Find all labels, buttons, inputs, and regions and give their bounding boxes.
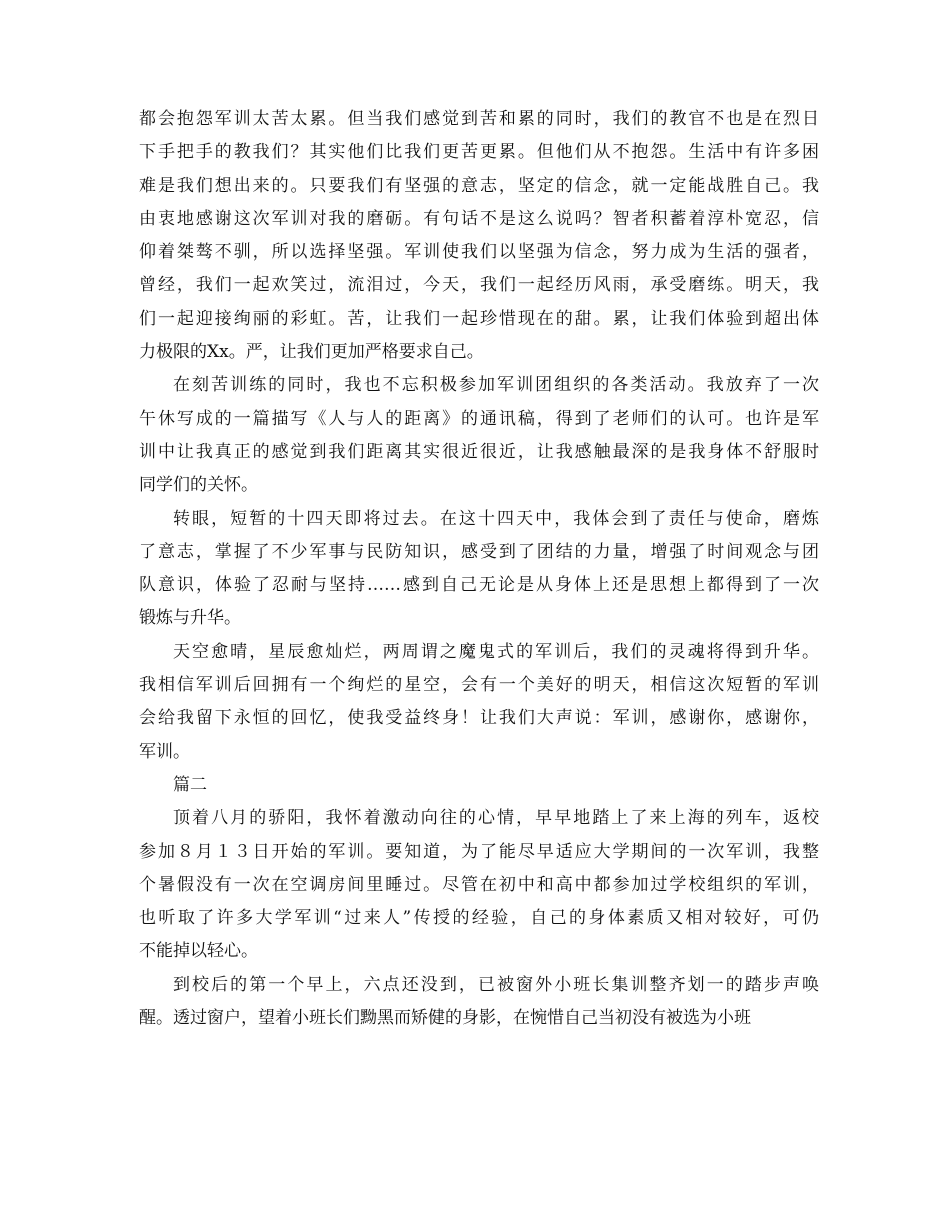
text-line: 不能掉以轻心。 — [139, 941, 258, 962]
text-line: 难是我们想出来的。只要我们有坚强的意志，坚定的信念，就一定能战胜自己。我 — [139, 175, 819, 196]
text-line: 都会抱怨军训太苦太累。但当我们感觉到苦和累的同时，我们的教官不也是在烈日 — [139, 109, 819, 129]
text-line: 顶着八月的骄阳，我怀着激动向往的心情，早早地踏上了来上海的列车，返校 — [173, 808, 819, 829]
text-line: 会给我留下永恒的回忆，使我受益终身！让我们大声说：军训，感谢你，感谢你， — [139, 708, 819, 729]
text-line: 转眼，短暂的十四天即将过去。在这十四天中，我体会到了责任与使命，磨炼 — [173, 508, 819, 529]
text-line: 锻炼与升华。 — [139, 608, 241, 629]
text-line: 由衷地感谢这次军训对我的磨砺。有句话不是这么说吗？智者积蓄着淳朴宽忍，信 — [139, 208, 819, 229]
text-line: 醒。透过窗户，望着小班长们黝黑而矫健的身影，在惋惜自己当初没有被选为小班 — [139, 1008, 751, 1029]
text-line: 曾经，我们一起欢笑过，流泪过，今天，我们一起经历风雨，承受磨练。明天，我 — [139, 275, 819, 296]
text-line: 参加８月１３日开始的军训。要知道，为了能尽早适应大学期间的一次军训，我整 — [139, 841, 819, 862]
text-line: 到校后的第一个早上，六点还没到，已被窗外小班长集训整齐划一的踏步声唤 — [173, 974, 819, 995]
document-body — [139, 103, 819, 1035]
text-line: 也听取了许多大学军训“过来人”传授的经验，自己的身体素质又相对较好，可仍 — [139, 908, 819, 929]
paragraph — [139, 969, 819, 1036]
text-line: 军训。 — [139, 741, 190, 762]
paragraph — [139, 369, 819, 502]
text-line: 个暑假没有一次在空调房间里睡过。尽管在初中和高中都参加过学校组织的军训， — [139, 874, 819, 895]
text-line: 在刻苦训练的同时，我也不忘积极参加军训团组织的各类活动。我放弃了一次 — [173, 375, 819, 396]
text-line: 下手把手的教我们？其实他们比我们更苦更累。但他们从不抱怨。生活中有许多困 — [139, 142, 819, 163]
heading-text: 篇二 — [173, 774, 207, 795]
text-line: 队意识，体验了忍耐与坚持……感到自己无论是从身体上还是思想上都得到了一次 — [139, 575, 819, 596]
text-line: 天空愈晴，星辰愈灿烂，两周谓之魔鬼式的军训后，我们的灵魂将得到升华。 — [173, 641, 819, 662]
paragraph — [139, 636, 819, 769]
paragraph — [139, 103, 819, 369]
text-line: 同学们的关怀。 — [139, 475, 258, 496]
paragraph — [139, 802, 819, 968]
text-line: 午休写成的一篇描写《人与人的距离》的通讯稿，得到了老师们的认可。也许是军 — [139, 408, 819, 429]
text-line: 力极限的Xx。严，让我们更加严格要求自己。 — [139, 342, 484, 363]
text-line: 我相信军训后回拥有一个绚烂的星空，会有一个美好的明天，相信这次短暂的军训 — [139, 675, 819, 696]
text-line: 们一起迎接绚丽的彩虹。苦，让我们一起珍惜现在的甜。累，让我们体验到超出体 — [139, 308, 819, 329]
text-line: 训中让我真正的感觉到我们距离其实很近很近，让我感触最深的是我身体不舒服时 — [139, 441, 819, 462]
section-heading — [139, 769, 819, 802]
text-line: 仰着桀骜不驯，所以选择坚强。军训使我们以坚强为信念，努力成为生活的强者， — [139, 242, 819, 263]
paragraph — [139, 503, 819, 636]
text-line: 了意志，掌握了不少军事与民防知识，感受到了团结的力量，增强了时间观念与团 — [139, 541, 819, 562]
